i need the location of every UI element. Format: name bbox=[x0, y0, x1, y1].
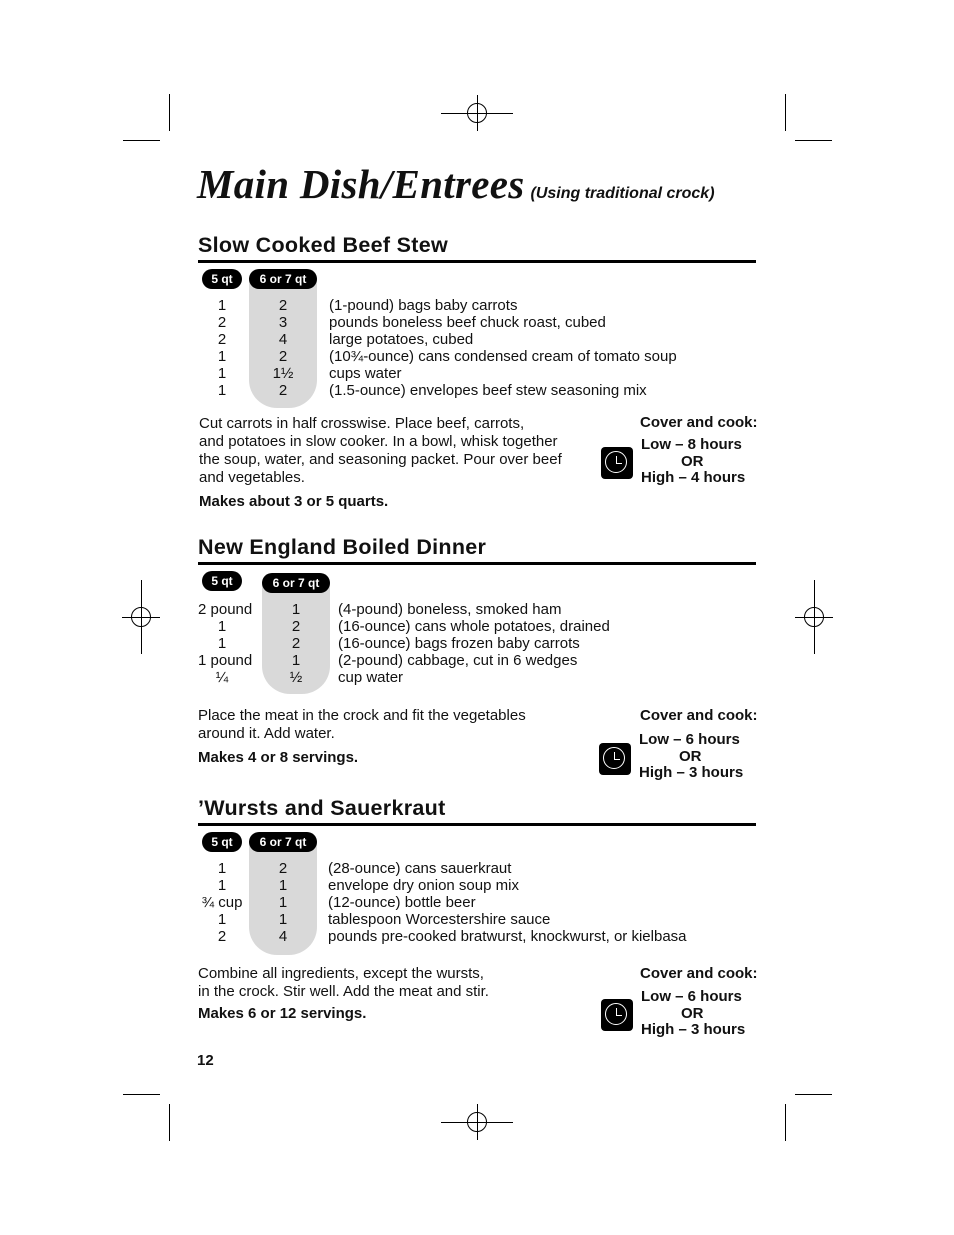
yield: Makes about 3 or 5 quarts. bbox=[199, 493, 389, 510]
qty-6or7qt: ½ bbox=[289, 669, 303, 686]
directions-line: and vegetables. bbox=[199, 469, 305, 486]
qty-6or7qt: 3 bbox=[278, 314, 288, 331]
qty-5qt: 2 bbox=[217, 314, 227, 331]
clock-icon bbox=[601, 999, 633, 1031]
recipe-title: New England Boiled Dinner bbox=[198, 535, 487, 559]
directions bbox=[198, 965, 588, 1001]
qty-5qt: 1 bbox=[217, 618, 227, 635]
page-title-main: Main Dish/Entrees bbox=[197, 161, 525, 207]
qty-5qt: 1 bbox=[217, 297, 227, 314]
size-badge-6or7qt: 6 or 7 qt bbox=[262, 573, 330, 593]
yield: Makes 4 or 8 servings. bbox=[198, 749, 359, 766]
cook-time-or: OR bbox=[681, 452, 704, 470]
directions-line: in the crock. Stir well. Add the meat and stir. bbox=[198, 983, 489, 1000]
ingredient-text: (4-pound) boneless, smoked ham bbox=[338, 601, 562, 618]
cook-time-low: Low – 6 hours bbox=[641, 988, 742, 1005]
cook-time-high: High – 4 hours bbox=[641, 469, 746, 486]
size-badge-5qt: 5 qt bbox=[202, 571, 242, 591]
cook-time-high: High – 3 hours bbox=[639, 764, 744, 781]
size-badge-6or7qt: 6 or 7 qt bbox=[249, 269, 317, 289]
qty-6or7qt: 1 bbox=[291, 652, 301, 669]
size-badge-6or7qt: 6 or 7 qt bbox=[249, 832, 317, 852]
qty-6or7qt: 1 bbox=[278, 911, 288, 928]
qty-6or7qt: 2 bbox=[278, 382, 288, 399]
divider bbox=[198, 823, 756, 826]
directions-line: the soup, water, and seasoning packet. Pour over beef bbox=[199, 451, 562, 468]
qty-6or7qt: 4 bbox=[278, 928, 288, 945]
cook-times bbox=[639, 732, 743, 782]
directions bbox=[198, 707, 588, 743]
ingredient-text: (10¾-ounce) cans condensed cream of tomato soup bbox=[329, 348, 677, 365]
directions-line: Cut carrots in half crosswise. Place beef, carrots, bbox=[199, 415, 525, 432]
size-badge-5qt: 5 qt bbox=[202, 269, 242, 289]
ingredient-text: (16-ounce) cans whole potatoes, drained bbox=[338, 618, 610, 635]
qty-6or7qt: 2 bbox=[291, 618, 301, 635]
directions bbox=[199, 415, 589, 487]
qty-5qt: 2 pound bbox=[198, 601, 253, 618]
yield: Makes 6 or 12 servings. bbox=[198, 1005, 367, 1022]
ingredient-text: (12-ounce) bottle beer bbox=[328, 894, 476, 911]
divider bbox=[198, 260, 756, 263]
qty-5qt: 1 bbox=[217, 382, 227, 399]
cook-label: Cover and cook: bbox=[640, 707, 758, 724]
qty-6or7qt: 1 bbox=[278, 877, 288, 894]
clock-icon bbox=[601, 447, 633, 479]
cook-times bbox=[641, 989, 745, 1039]
ingredient-text: tablespoon Worcestershire sauce bbox=[328, 911, 551, 928]
cook-time-or: OR bbox=[681, 1004, 704, 1022]
size-badge-5qt: 5 qt bbox=[202, 832, 242, 852]
ingredient-text: envelope dry onion soup mix bbox=[328, 877, 519, 894]
qty-5qt: 1 bbox=[217, 348, 227, 365]
qty-5qt: 1 bbox=[217, 877, 227, 894]
ingredient-text: (2-pound) cabbage, cut in 6 wedges bbox=[338, 652, 578, 669]
qty-5qt: ¾ cup bbox=[201, 894, 243, 911]
clock-icon bbox=[599, 743, 631, 775]
directions-line: Place the meat in the crock and fit the vegetables bbox=[198, 707, 526, 724]
page-number: 12 bbox=[197, 1052, 214, 1069]
cook-time-low: Low – 8 hours bbox=[641, 436, 742, 453]
ingredient-text: (1.5-ounce) envelopes beef stew seasoning mix bbox=[329, 382, 647, 399]
ingredient-text: (1-pound) bags baby carrots bbox=[329, 297, 518, 314]
page-subtitle: (Using traditional crock) bbox=[530, 185, 715, 202]
recipe-title: ’Wursts and Sauerkraut bbox=[198, 796, 446, 820]
cook-time-or: OR bbox=[679, 747, 702, 765]
qty-6or7qt: 1½ bbox=[272, 365, 294, 382]
ingredient-text: cups water bbox=[329, 365, 402, 382]
ingredient-text: pounds pre-cooked bratwurst, knockwurst, or kielbasa bbox=[328, 928, 687, 945]
ingredient-text: (16-ounce) bags frozen baby carrots bbox=[338, 635, 580, 652]
cook-label: Cover and cook: bbox=[640, 965, 758, 982]
cook-time-low: Low – 6 hours bbox=[639, 731, 740, 748]
qty-6or7qt: 2 bbox=[278, 297, 288, 314]
divider bbox=[198, 562, 756, 565]
qty-6or7qt: 1 bbox=[291, 601, 301, 618]
directions-line: around it. Add water. bbox=[198, 725, 335, 742]
directions-line: and potatoes in slow cooker. In a bowl, whisk together bbox=[199, 433, 558, 450]
ingredient-text: pounds boneless beef chuck roast, cubed bbox=[329, 314, 606, 331]
cook-time-high: High – 3 hours bbox=[641, 1021, 746, 1038]
qty-6or7qt: 2 bbox=[291, 635, 301, 652]
qty-6or7qt: 1 bbox=[278, 894, 288, 911]
recipe-title: Slow Cooked Beef Stew bbox=[198, 233, 449, 257]
qty-6or7qt: 4 bbox=[278, 331, 288, 348]
qty-5qt: 2 bbox=[217, 331, 227, 348]
qty-5qt: 1 bbox=[217, 635, 227, 652]
qty-5qt: 1 bbox=[217, 911, 227, 928]
qty-6or7qt: 2 bbox=[278, 860, 288, 877]
ingredient-text: cup water bbox=[338, 669, 404, 686]
directions-line: Combine all ingredients, except the wursts, bbox=[198, 965, 484, 982]
cook-label: Cover and cook: bbox=[640, 414, 758, 431]
cook-times bbox=[641, 437, 745, 487]
qty-5qt: 1 bbox=[217, 365, 227, 382]
qty-5qt: 1 pound bbox=[198, 652, 253, 669]
ingredient-text: large potatoes, cubed bbox=[329, 331, 474, 348]
qty-5qt: 2 bbox=[217, 928, 227, 945]
qty-5qt: ¼ bbox=[215, 669, 229, 686]
qty-5qt: 1 bbox=[217, 860, 227, 877]
ingredient-text: (28-ounce) cans sauerkraut bbox=[328, 860, 512, 877]
qty-6or7qt: 2 bbox=[278, 348, 288, 365]
page-title bbox=[197, 160, 715, 208]
